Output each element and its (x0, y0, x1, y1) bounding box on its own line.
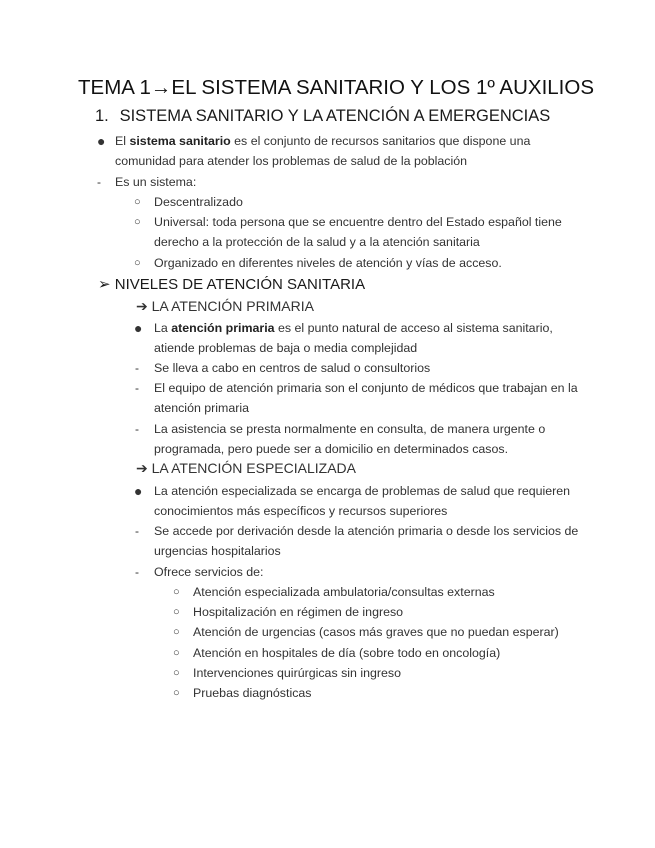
right-arrow-icon: ➔ (136, 298, 148, 314)
arrowhead-icon: ➢ (98, 276, 111, 293)
service-item: Atención en hospitales de día (sobre todo en oncología) (193, 646, 501, 660)
niveles-heading: ➢ NIVELES DE ATENCIÓN SANITARIA (98, 276, 366, 293)
primaria-point: La asistencia se presta normalmente en consulta, de manera urgente o programada, pero puede ser a domicilio en determinados casos. (154, 422, 546, 457)
bullet-marker: ● (134, 483, 143, 499)
bullet-marker: ● (134, 320, 143, 336)
primaria-point: El equipo de atención primaria son el conjunto de médicos que trabajan en la atención primaria (154, 381, 578, 416)
primaria-point: Se lleva a cabo en centros de salud o consultorios (154, 361, 431, 375)
characteristic-item: Universal: toda persona que se encuentre dentro del Estado español tiene derecho a la protección de la salud y a la atención sanitaria (154, 215, 562, 250)
circle-marker: ○ (173, 626, 180, 638)
definition-sistema-sanitario: El sistema sanitario es el conjunto de recursos sanitarios que dispone una comunidad para atender los problemas de salud de la población (115, 134, 531, 169)
dash-marker: - (97, 175, 101, 189)
dash-marker: - (135, 361, 139, 375)
dash-marker: - (135, 565, 139, 579)
characteristic-item: Descentralizado (154, 195, 243, 209)
circle-marker: ○ (173, 667, 180, 679)
service-item: Atención especializada ambulatoria/consultas externas (193, 585, 495, 599)
circle-marker: ○ (173, 586, 180, 598)
circle-marker: ○ (134, 196, 141, 208)
especializada-point: Se accede por derivación desde la atención primaria o desde los servicios de urgencias hospitalarios (154, 524, 579, 559)
primaria-heading: ➔ LA ATENCIÓN PRIMARIA (136, 298, 314, 314)
definition-atencion-especializada: La atención especializada se encarga de problemas de salud que requieren conocimientos más específicos y recursos superiores (154, 484, 571, 519)
section-number: 1. (95, 107, 109, 125)
dash-marker: - (135, 422, 139, 436)
service-item: Intervenciones quirúrgicas sin ingreso (193, 666, 401, 680)
section-heading-text: SISTEMA SANITARIO Y LA ATENCIÓN A EMERGENCIAS (119, 107, 551, 125)
bold-term: atención primaria (171, 321, 275, 335)
service-item: Hospitalización en régimen de ingreso (193, 605, 404, 619)
especializada-point: Ofrece servicios de: (154, 565, 264, 579)
bullet-marker: ● (97, 133, 106, 149)
especializada-heading: ➔ LA ATENCIÓN ESPECIALIZADA (136, 460, 356, 476)
es-un-sistema-label: Es un sistema: (115, 175, 197, 189)
characteristic-item: Organizado en diferentes niveles de atención y vías de acceso. (154, 256, 502, 270)
section-heading-1 (95, 107, 550, 126)
circle-marker: ○ (173, 606, 180, 618)
right-arrow-icon: ➔ (136, 460, 148, 476)
circle-marker: ○ (134, 257, 141, 269)
circle-marker: ○ (134, 216, 141, 228)
dash-marker: - (135, 381, 139, 395)
circle-marker: ○ (173, 687, 180, 699)
circle-marker: ○ (173, 647, 180, 659)
service-item: Atención de urgencias (casos más graves que no puedan esperar) (193, 625, 559, 639)
bold-term: sistema sanitario (129, 134, 231, 148)
definition-atencion-primaria: La atención primaria es el punto natural de acceso al sistema sanitario, atiende problemas de baja o media complejidad (154, 321, 553, 356)
dash-marker: - (135, 524, 139, 538)
service-item: Pruebas diagnósticas (193, 686, 312, 700)
page-title: TEMA 1→EL SISTEMA SANITARIO Y LOS 1º AUXILIOS (78, 76, 594, 99)
